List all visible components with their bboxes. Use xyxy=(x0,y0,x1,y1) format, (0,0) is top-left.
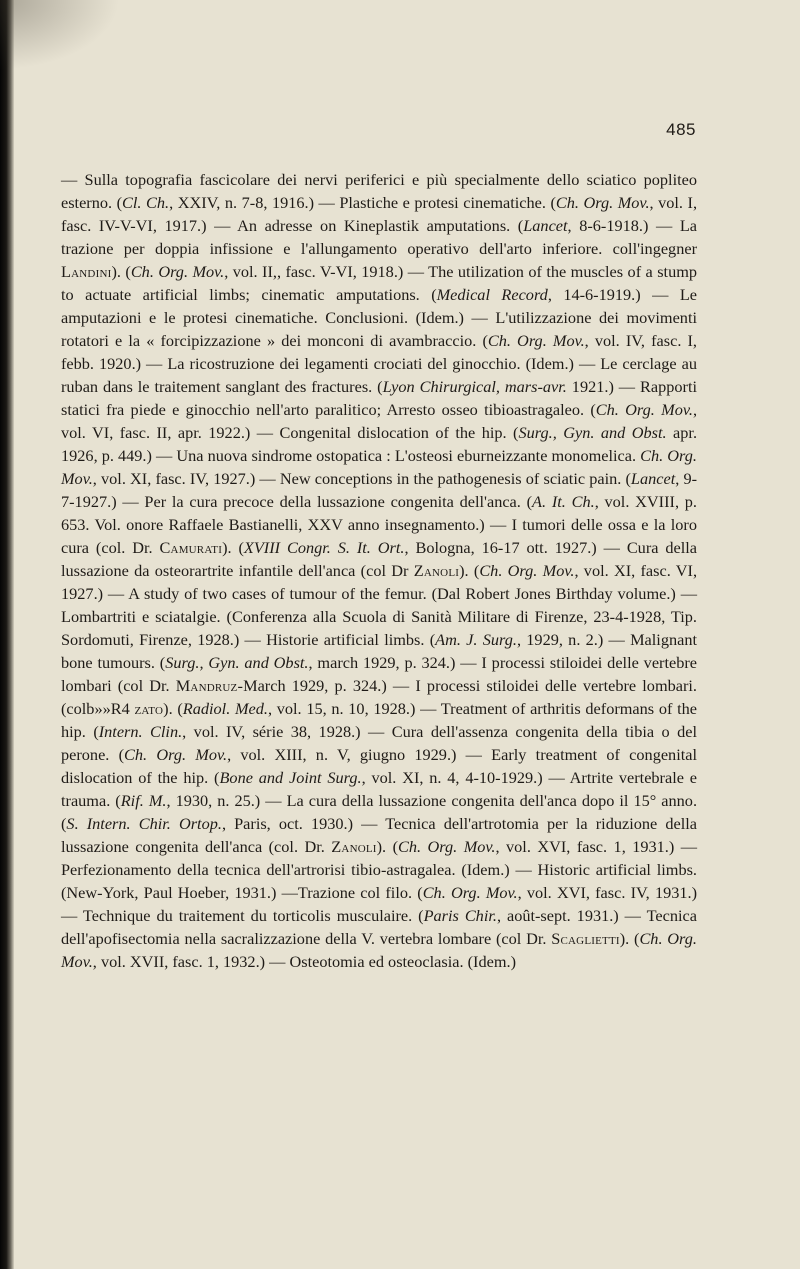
author-name: Zanoli xyxy=(413,561,460,580)
citation-source: Ch. Org. Mov. xyxy=(422,883,518,902)
author-name: Landini xyxy=(61,262,112,281)
citation-source: Bone and Joint Surg. xyxy=(219,768,362,787)
citation-source: Ch. Org. Mov. xyxy=(124,745,228,764)
author-name: Scaglietti xyxy=(551,929,620,948)
author-name: Camurati xyxy=(159,538,223,557)
text-run: , march 1929, p. 324.) — I processi stiloidei delle vertebre lombari (col Dr. xyxy=(61,653,698,695)
text-run: ). ( xyxy=(222,538,244,557)
citation-source: S. Intern. Chir. Ortop. xyxy=(66,814,222,833)
citation-source: Medical Record xyxy=(436,285,548,304)
text-run: , vol. XI, n. 4, 4-10-1929.) — Artrite vertebrale e trauma. ( xyxy=(61,768,698,810)
text-run: ). ( xyxy=(376,837,399,856)
text-run: , vol. IV, fasc. I, febb. 1920.) — La ricostruzione dei legamenti crociati del ginocchio. (Idem.) — Le cerclage au ruban dans le traitement sanglant des fractures. ( xyxy=(61,331,698,396)
citation-source: Ch. Org. Mov. xyxy=(595,400,693,419)
bibliography-text xyxy=(61,168,697,973)
text-run: , vol. I, fasc. IV-V-VI, 1917.) — An adresse on Kineplastik amputations. ( xyxy=(61,193,698,235)
citation-source: Ch. Org. Mov. xyxy=(479,561,575,580)
text-run: , vol. XVI, fasc. IV, 1931.) — Technique du traitement du torticolis musculaire. ( xyxy=(61,883,697,925)
text-run: , 1929, n. 2.) — Malignant bone tumours. ( xyxy=(61,630,697,672)
text-run: March 1929, p. 324.) — I processi stiloidei delle vertebre lombari. (colb»»R4 xyxy=(61,676,697,718)
text-run: , 1930, n. 25.) — La cura della lussazione congenita dell'anca dopo il 15° anno. ( xyxy=(61,791,698,833)
text-run: ). ( xyxy=(619,929,640,948)
text-run: , vol. XI, fasc. VI, 1927.) — A study of two cases of tumour of the femur. (Dal Robert Jones Birthday volume.) — Lombartriti e sciatalgie. (Conferenza alla Scuola di Sanità Militare di Firenze, 23-4-1928, Tip. Sordomuti, Firenze, 1928.) — Historie artificial limbs. ( xyxy=(61,561,698,649)
citation-source: A. It. Ch. xyxy=(532,492,595,511)
citation-source: Ch. Org. Mov. xyxy=(487,331,585,350)
paper-stain xyxy=(0,0,120,70)
text-run: , vol. IV, série 38, 1928.) — Cura dell'assenza congenita della tibia o del perone. ( xyxy=(61,722,698,764)
citation-source: Surg., Gyn. and Obst. xyxy=(165,653,309,672)
text-run: ). ( xyxy=(163,699,183,718)
text-run: ). ( xyxy=(111,262,131,281)
text-run: , XXIV, n. 7-8, 1916.) — Plastiche e protesi cinematiche. ( xyxy=(169,193,556,212)
text-run: , vol. XIII, n. V, giugno 1929.) — Early treatment of congenital dislocation of the hip. ( xyxy=(61,745,697,787)
citation-source: Ch. Org. Mov. xyxy=(61,929,697,971)
text-run: , vol. 15, n. 10, 1928.) — Treatment of arthritis deformans of the hip. ( xyxy=(61,699,697,741)
text-run: , vol. XVI, fasc. 1, 1931.) — Perfezionamento della tecnica dell'artrorisi tibio-astragalea. (Idem.) — Historic artificial limbs. (New-York, Paul Hoeber, 1931.) —Trazione col filo. ( xyxy=(61,837,698,902)
text-run: , vol. XVIII, p. 653. Vol. onore Raffaele Bastianelli, XXV anno insegnamento.) — I tumori delle ossa e la loro cura (col. Dr. xyxy=(61,492,697,557)
author-name: Mandruz- xyxy=(175,676,244,695)
citation-source: Lyon Chirurgical, mars-avr. xyxy=(382,377,567,396)
citation-source: Ch. Org. Mov. xyxy=(61,446,697,488)
citation-source: Radiol. Med. xyxy=(182,699,268,718)
text-run: , 8-6-1918.) — La trazione per doppia infissione e l'allungamento operativo dell'arto inferiore. coll'ingegner xyxy=(61,216,697,258)
text-run: , vol. II,, fasc. V-VI, 1918.) — The utilization of the muscles of a stump to actuate artificial limbs; cinematic amputations. ( xyxy=(61,262,698,304)
citation-source: XVIII Congr. S. It. Ort. xyxy=(243,538,405,557)
text-run: , vol. XI, fasc. IV, 1927.) — New conceptions in the pathogenesis of sciatic pain. ( xyxy=(92,469,631,488)
text-run: , vol. VI, fasc. II, apr. 1922.) — Congenital dislocation of the hip. ( xyxy=(61,400,698,442)
text-run: , Bologna, 16-17 ott. 1927.) — Cura della lussazione da osteorartrite infantile dell'anca (col Dr xyxy=(61,538,698,580)
text-run: , août-sept. 1931.) — Tecnica dell'apofisectomia nella sacralizzazione della V. vertebra lombare (col Dr. xyxy=(61,906,697,948)
citation-source: Paris Chir. xyxy=(423,906,497,925)
text-run: ). ( xyxy=(459,561,480,580)
text-run: , 14-6-1919.) — Le amputazioni e le protesi cinematiche. Conclusioni. (Idem.) — L'utilizzazione dei movimenti rotatori e la « forcipizzazione » dei monconi di avambraccio. ( xyxy=(61,285,697,350)
author-name: zato xyxy=(134,699,164,718)
citation-source: Am. J. Surg. xyxy=(435,630,517,649)
text-run: , vol. XVII, fasc. 1, 1932.) — Osteotomia ed osteoclasia. (Idem.) xyxy=(92,952,516,971)
text-run: apr. 1926, p. 449.) — Una nuova sindrome ostopatica : L'osteosi eburneizzante monomelica. xyxy=(61,423,698,465)
page-number: 485 xyxy=(666,120,696,139)
citation-source: Rif. M. xyxy=(120,791,167,810)
citation-source: Cl. Ch. xyxy=(122,193,170,212)
citation-source: Lancet xyxy=(630,469,676,488)
citation-source: Intern. Clin. xyxy=(98,722,183,741)
citation-source: Surg., Gyn. and Obst. xyxy=(518,423,667,442)
text-run: 1921.) — Rapporti statici fra piede e ginocchio nell'arto paralitico; Arresto osseo tibioastragaleo. ( xyxy=(61,377,697,419)
text-run: — Sulla topografia fascicolare dei nervi periferici e più specialmente dello sciatico popliteo esterno. ( xyxy=(61,170,697,212)
citation-source: Lancet xyxy=(523,216,568,235)
book-binding-shadow xyxy=(0,0,14,1269)
citation-source: Ch. Org. Mov. xyxy=(130,262,225,281)
text-run: , 9-7-1927.) — Per la cura precoce della lussazione congenita dell'anca. ( xyxy=(61,469,698,511)
citation-source: Ch. Org. Mov. xyxy=(555,193,650,212)
citation-source: Ch. Org. Mov. xyxy=(398,837,496,856)
bibliography-paragraph xyxy=(61,168,697,973)
author-name: Zanoli xyxy=(331,837,377,856)
text-run: , Paris, oct. 1930.) — Tecnica dell'artrotomia per la riduzione della lussazione congenita dell'anca (col. Dr. xyxy=(61,814,698,856)
